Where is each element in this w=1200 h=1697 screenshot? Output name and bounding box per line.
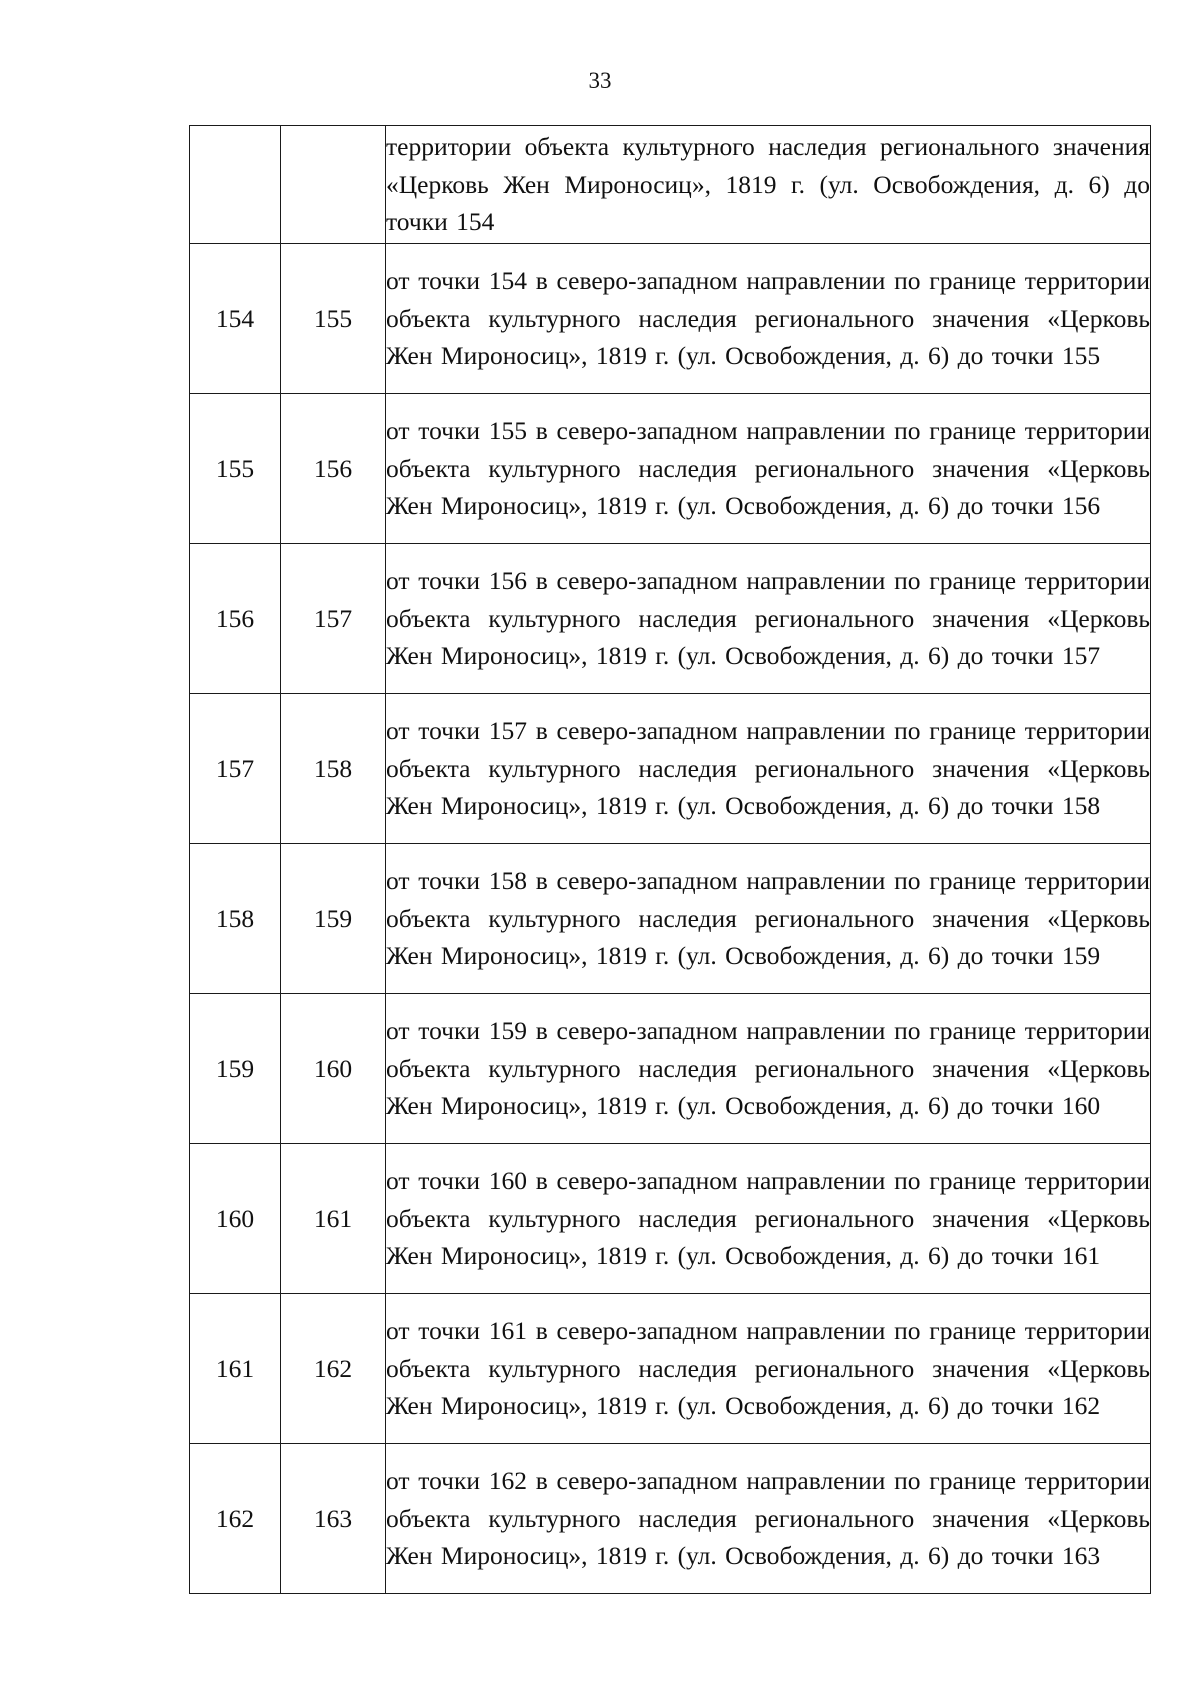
description-cell: от точки 158 в северо-западном направлении по границе территории объекта культурного наследия регионального значения «Церковь Жен Мироносиц», 1819 г. (ул. Освобождения, д. 6) до точки 159 [386,844,1151,994]
point-to-cell: 162 [281,1294,386,1444]
point-from-cell [190,126,281,244]
point-from-cell: 161 [190,1294,281,1444]
table-row [190,1144,1151,1294]
point-from-cell: 156 [190,544,281,694]
point-to-cell [281,126,386,244]
description-cell: от точки 162 в северо-западном направлении по границе территории объекта культурного наследия регионального значения «Церковь Жен Мироносиц», 1819 г. (ул. Освобождения, д. 6) до точки 163 [386,1444,1151,1594]
description-cell: от точки 157 в северо-западном направлении по границе территории объекта культурного наследия регионального значения «Церковь Жен Мироносиц», 1819 г. (ул. Освобождения, д. 6) до точки 158 [386,694,1151,844]
point-to-cell: 159 [281,844,386,994]
point-from-cell: 160 [190,1144,281,1294]
page-number: 33 [588,68,612,93]
point-to-cell: 158 [281,694,386,844]
table-row [190,244,1151,394]
point-to-cell: 157 [281,544,386,694]
point-to-cell: 161 [281,1144,386,1294]
point-to-cell: 156 [281,394,386,544]
description-cell: от точки 159 в северо-западном направлении по границе территории объекта культурного наследия регионального значения «Церковь Жен Мироносиц», 1819 г. (ул. Освобождения, д. 6) до точки 160 [386,994,1151,1144]
table-row-continuation [190,126,1151,244]
point-from-cell: 158 [190,844,281,994]
boundary-table [189,125,1151,1594]
description-cell: от точки 160 в северо-западном направлении по границе территории объекта культурного наследия регионального значения «Церковь Жен Мироносиц», 1819 г. (ул. Освобождения, д. 6) до точки 161 [386,1144,1151,1294]
point-from-cell: 154 [190,244,281,394]
description-cell: территории объекта культурного наследия регионального значения «Церковь Жен Мироносиц», 1819 г. (ул. Освобождения, д. 6) до точки 154 [386,126,1151,244]
description-cell: от точки 154 в северо-западном направлении по границе территории объекта культурного наследия регионального значения «Церковь Жен Мироносиц», 1819 г. (ул. Освобождения, д. 6) до точки 155 [386,244,1151,394]
description-cell: от точки 161 в северо-западном направлении по границе территории объекта культурного наследия регионального значения «Церковь Жен Мироносиц», 1819 г. (ул. Освобождения, д. 6) до точки 162 [386,1294,1151,1444]
point-to-cell: 160 [281,994,386,1144]
description-cell: от точки 156 в северо-западном направлении по границе территории объекта культурного наследия регионального значения «Церковь Жен Мироносиц», 1819 г. (ул. Освобождения, д. 6) до точки 157 [386,544,1151,694]
point-to-cell: 155 [281,244,386,394]
table-row [190,394,1151,544]
point-from-cell: 155 [190,394,281,544]
point-from-cell: 162 [190,1444,281,1594]
table-row [190,544,1151,694]
table-row [190,994,1151,1144]
table-row [190,1444,1151,1594]
point-from-cell: 159 [190,994,281,1144]
point-from-cell: 157 [190,694,281,844]
table-row [190,844,1151,994]
table-row [190,1294,1151,1444]
description-cell: от точки 155 в северо-западном направлении по границе территории объекта культурного наследия регионального значения «Церковь Жен Мироносиц», 1819 г. (ул. Освобождения, д. 6) до точки 156 [386,394,1151,544]
table-row [190,694,1151,844]
point-to-cell: 163 [281,1444,386,1594]
